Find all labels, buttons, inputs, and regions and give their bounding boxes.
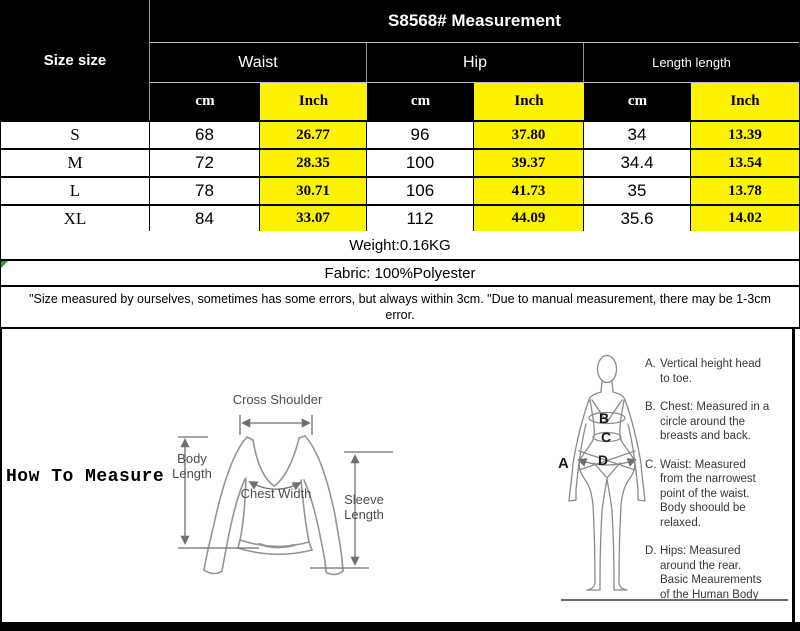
measurement-note: "Size measured by ourselves, sometimes has some errors, but always within 3cm. "Due to manual measurement, there may be 1-3cm error. xyxy=(1,287,799,329)
garment-diagram xyxy=(204,436,343,575)
cell-hip-cm: 100 xyxy=(367,148,474,176)
cell-waist-cm: 68 xyxy=(150,120,260,148)
instruction-line: Vertical height head xyxy=(660,358,762,370)
instruction-line: to toe. xyxy=(660,372,692,385)
unit-header-waist-inch: Inch xyxy=(260,83,367,120)
fabric-text: Fabric: 100%Polyester xyxy=(324,264,476,282)
cell-waist-cm: 84 xyxy=(150,204,260,231)
cell-hip-inch: 39.37 xyxy=(474,148,584,176)
figure-label-b: B xyxy=(599,410,610,426)
instruction-a xyxy=(645,357,797,386)
instruction-line: point of the waist. xyxy=(660,487,750,500)
cell-waist-inch: 26.77 xyxy=(260,120,367,148)
instruction-label: A. xyxy=(645,358,656,370)
cell-hip-cm: 96 xyxy=(367,120,474,148)
unit-header-hip-cm: cm xyxy=(367,83,474,120)
figure-label-c: C xyxy=(601,429,612,445)
row-size-label: M xyxy=(1,148,150,176)
unit-header-length-inch: Inch xyxy=(691,83,799,120)
cross-shoulder-label: Cross Shoulder xyxy=(232,392,323,407)
cell-hip-cm: 106 xyxy=(367,176,474,204)
weight-row: Weight:0.16KG xyxy=(1,231,799,261)
instruction-label: D. xyxy=(645,545,657,557)
instruction-line: from the narrowest xyxy=(660,473,756,485)
cell-length-cm: 35.6 xyxy=(584,204,691,231)
instruction-line: around the rear. xyxy=(660,559,742,572)
cell-length-inch: 14.02 xyxy=(691,204,799,231)
cell-waist-cm: 78 xyxy=(150,176,260,204)
cell-hip-inch: 37.80 xyxy=(474,120,584,148)
cell-hip-inch: 44.09 xyxy=(474,204,584,231)
bottom-border-bar xyxy=(0,622,800,631)
measurement-table xyxy=(1,0,799,231)
fabric-row xyxy=(1,261,799,287)
figure-letter-labels xyxy=(558,410,611,472)
group-header-hip: Hip xyxy=(367,43,584,83)
cell-length-cm: 34 xyxy=(584,120,691,148)
cell-hip-cm: 112 xyxy=(367,204,474,231)
instruction-line: of the Human Body xyxy=(660,588,759,601)
row-size-label: L xyxy=(1,176,150,204)
cell-length-inch: 13.39 xyxy=(691,120,799,148)
measure-instructions xyxy=(645,357,797,616)
row-size-label: XL xyxy=(1,204,150,231)
cell-waist-inch: 28.35 xyxy=(260,148,367,176)
cell-waist-inch: 33.07 xyxy=(260,204,367,231)
size-column-header: Size size xyxy=(1,0,150,120)
cell-waist-inch: 30.71 xyxy=(260,176,367,204)
unit-header-waist-cm: cm xyxy=(150,83,260,120)
figure-label-a: A xyxy=(558,455,569,472)
chest-width-label: Chest Width xyxy=(240,486,312,501)
figure-label-d: D xyxy=(598,452,609,468)
instruction-line: circle around the xyxy=(660,415,746,428)
instruction-line: breasts and back. xyxy=(660,430,751,442)
table-title: S8568# Measurement xyxy=(150,0,799,43)
cell-corner-marker-icon xyxy=(1,261,8,268)
group-header-length: Length length xyxy=(584,43,799,83)
how-to-measure-section xyxy=(0,329,800,622)
cell-hip-inch: 41.73 xyxy=(474,176,584,204)
instruction-label: C. xyxy=(645,458,657,471)
body-figure-diagram xyxy=(569,356,645,591)
instruction-line: Basic Meaurements xyxy=(660,574,762,586)
instruction-line: relaxed. xyxy=(660,516,701,529)
instruction-line: Waist: Measured xyxy=(660,458,746,471)
section-right-border xyxy=(792,329,795,622)
unit-header-length-cm: cm xyxy=(584,83,691,120)
how-to-measure-heading: How To Measure xyxy=(6,467,165,487)
unit-header-hip-inch: Inch xyxy=(474,83,584,120)
cell-length-inch: 13.78 xyxy=(691,176,799,204)
body-length-label: Body Length xyxy=(172,451,212,481)
instruction-c xyxy=(645,458,797,531)
instruction-line: Hips: Measured xyxy=(660,545,741,557)
cell-length-cm: 35 xyxy=(584,176,691,204)
instruction-line: Body shoould be xyxy=(660,502,746,514)
sleeve-length-label: Sleeve Length xyxy=(344,492,384,522)
instruction-d xyxy=(645,544,797,602)
cell-length-cm: 34.4 xyxy=(584,148,691,176)
group-header-waist: Waist xyxy=(150,43,367,83)
instruction-line: Chest: Measured in a xyxy=(660,401,770,413)
cell-length-inch: 13.54 xyxy=(691,148,799,176)
row-size-label: S xyxy=(1,120,150,148)
instruction-label: B. xyxy=(645,401,656,413)
instruction-b xyxy=(645,400,797,444)
cell-waist-cm: 72 xyxy=(150,148,260,176)
